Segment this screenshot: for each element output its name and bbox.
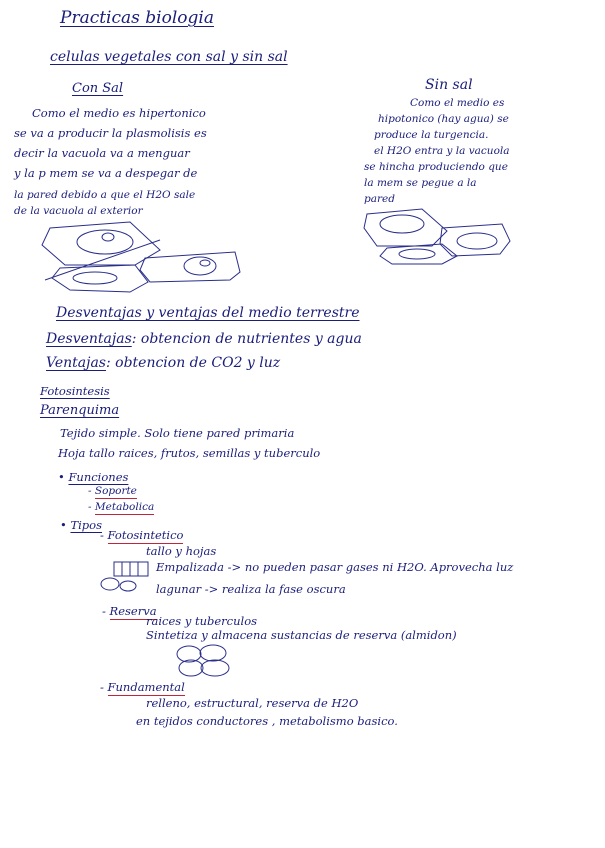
funciones-label: Funciones — [68, 470, 129, 484]
reserva-row: - Reserva — [102, 604, 157, 618]
desventajas-text: : obtencion de nutrientes y agua — [131, 331, 362, 347]
funcion-item: - Metabolica — [88, 501, 155, 513]
sin-sal-line: se hincha produciendo que — [364, 161, 508, 173]
funciones-row: • Funciones — [58, 470, 129, 484]
ventajas-text: : obtencion de CO2 y luz — [105, 355, 281, 371]
ventajas-row — [46, 356, 280, 370]
fundamental-line: en tejidos conductores , metabolismo basico. — [136, 714, 398, 728]
page-title: Practicas biologia — [60, 8, 214, 28]
fundamental-row: - Fundamental — [100, 680, 185, 694]
sin-sal-line: hipotonico (hay agua) se — [378, 113, 509, 125]
con-sal-line: y la p mem se va a despegar de — [14, 166, 198, 180]
fotosintetico-location: tallo y hojas — [146, 544, 217, 558]
con-sal-line: de la vacuola al exterior — [14, 205, 143, 217]
sin-sal-line: el H2O entra y la vacuola — [374, 145, 510, 157]
empalizada-lagunar-sketch — [100, 560, 152, 594]
medio-terrestre-heading: Desventajas y ventajas del medio terrestre — [56, 305, 360, 321]
con-sal-label: Con Sal — [72, 81, 124, 96]
sin-sal-label: Sin sal — [425, 77, 473, 93]
con-sal-line: la pared debido a que el H2O sale — [14, 189, 196, 201]
plasmolysis-cells-sketch — [40, 220, 250, 295]
parenquima-heading: Parenquima — [40, 403, 120, 418]
reserva-cells-sketch — [175, 644, 237, 678]
turgid-cells-sketch — [362, 206, 517, 268]
fotosintetico-label: Fotosintetico — [107, 528, 184, 542]
fotosintetico-row: - Fotosintetico — [100, 528, 184, 542]
reserva-line: Sintetiza y almacena sustancias de reserva (almidon) — [146, 628, 457, 642]
experiment-heading: celulas vegetales con sal y sin sal — [50, 49, 288, 65]
con-sal-line: decir la vacuola va a menguar — [14, 146, 190, 160]
fundamental-label: Fundamental — [107, 680, 185, 694]
sin-sal-line: produce la turgencia. — [374, 129, 489, 141]
con-sal-line: Como el medio es hipertonico — [32, 106, 206, 120]
sin-sal-line: la mem se pegue a la — [364, 177, 477, 189]
desventajas-row — [46, 332, 362, 346]
empalizada-line: Empalizada -> no pueden pasar gases ni H2O. Aprovecha luz — [156, 560, 514, 574]
funcion-item: - Soporte — [88, 485, 137, 497]
desventajas-label: Desventajas — [46, 331, 132, 347]
sin-sal-line: Como el medio es — [410, 97, 505, 109]
parenquima-line: Tejido simple. Solo tiene pared primaria — [60, 426, 295, 440]
funcion-soporte: Soporte — [94, 485, 137, 497]
sin-sal-line: pared — [364, 193, 395, 205]
fotosintesis-heading: Fotosintesis — [40, 384, 110, 398]
reserva-label: Reserva — [109, 604, 157, 618]
con-sal-line: se va a producir la plasmolisis es — [14, 126, 207, 140]
reserva-line: raices y tuberculos — [146, 614, 258, 628]
ventajas-label: Ventajas — [46, 355, 106, 371]
parenquima-line: Hoja tallo raices, frutos, semillas y tuberculo — [58, 446, 321, 460]
tipos-row: • Tipos — [60, 518, 102, 532]
funcion-metabolica: Metabolica — [94, 501, 155, 513]
fundamental-line: relleno, estructural, reserva de H2O — [146, 696, 359, 710]
tipos-label: Tipos — [70, 518, 102, 532]
lagunar-line: lagunar -> realiza la fase oscura — [156, 582, 346, 596]
